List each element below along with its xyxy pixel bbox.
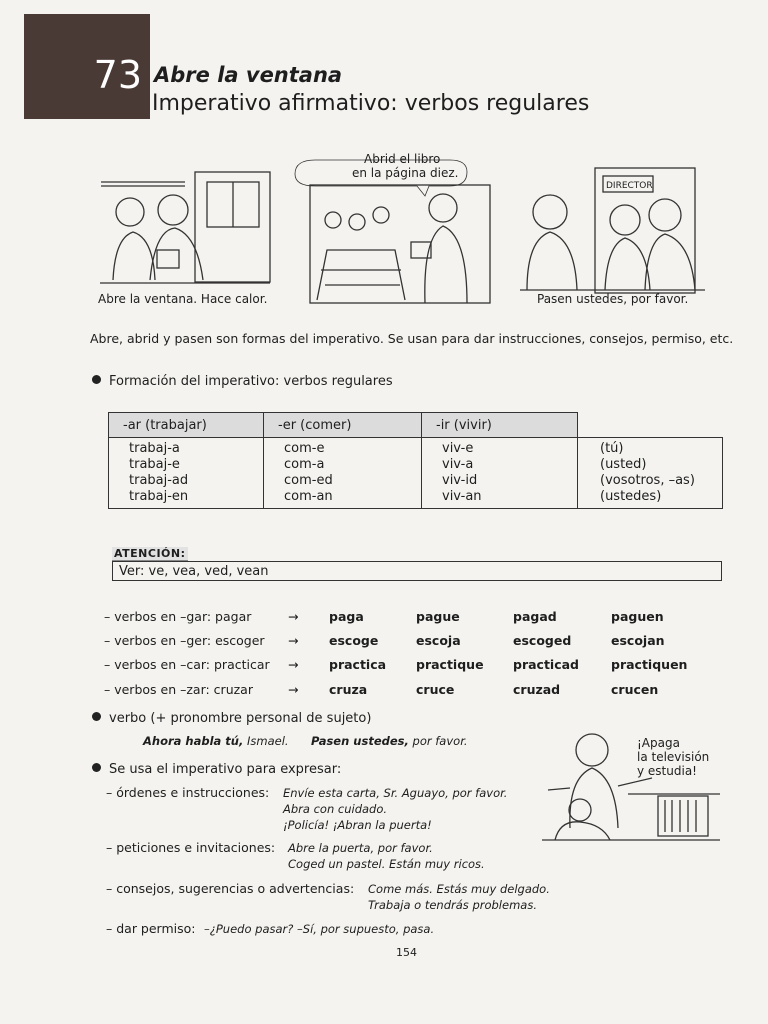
bullet-formation (92, 374, 393, 389)
bullet-dot (92, 375, 101, 384)
example-rest: por favor. (412, 734, 468, 748)
example-ordenes: ¡Policía! ¡Abran la puerta! (283, 818, 432, 832)
column-ir (422, 438, 578, 509)
form-vosotros: practicad (513, 657, 580, 672)
speech-line: y estudia! (637, 764, 697, 778)
caption-director: Pasen ustedes, por favor. (537, 292, 689, 306)
form-usted: cruce (416, 682, 455, 697)
header-ar: -ar (trabajar) (109, 413, 264, 438)
speech-line: Abrid el libro (364, 152, 441, 166)
form-usted: escoja (416, 633, 461, 648)
example-consejos: Come más. Estás muy delgado. (368, 882, 550, 896)
example-consejos: Trabaja o tendrás problemas. (368, 898, 537, 912)
illustration-director (520, 168, 705, 293)
form-cell: com-a (284, 457, 325, 472)
bullet-dot (92, 712, 101, 721)
bullet-uses (92, 762, 341, 777)
spelling-rule: – verbos en –gar: pagar (104, 609, 252, 624)
atencion-label: ATENCIÓN: (114, 547, 186, 560)
form-cell: viv-e (442, 441, 474, 456)
column-ar (109, 438, 264, 509)
form-cell: trabaj-ad (129, 473, 189, 488)
form-tu: cruza (329, 682, 368, 697)
conjugation-table (108, 412, 723, 509)
form-tu: escoge (329, 633, 379, 648)
bullet-text: Formación del imperativo: verbos regulares (109, 374, 393, 389)
arrow: → (288, 633, 299, 648)
unit-number: 73 (93, 53, 142, 97)
atencion-box: Ver: ve, vea, ved, vean (112, 561, 722, 581)
spelling-rule: – verbos en –car: practicar (104, 657, 270, 672)
example-ordenes: Abra con cuidado. (283, 802, 388, 816)
speech-line: en la página diez. (352, 166, 459, 180)
pronoun-cell: (tú) (600, 441, 624, 456)
form-ustedes: escojan (611, 633, 665, 648)
bullet-dot (92, 763, 101, 772)
form-usted: pague (416, 609, 460, 624)
speech-bubble-teacher (352, 152, 459, 180)
illustration-open-window (100, 172, 270, 283)
arrow: → (288, 609, 299, 624)
speech-bubble-tv (637, 736, 709, 778)
pronoun-cell: (vosotros, –as) (600, 473, 695, 488)
pronoun-cell: (usted) (600, 457, 647, 472)
spelling-rule: – verbos en –zar: cruzar (104, 682, 253, 697)
form-tu: paga (329, 609, 364, 624)
page-number: 154 (396, 946, 417, 959)
pronoun-cell: (ustedes) (600, 489, 662, 504)
header-empty (578, 413, 723, 438)
example-ordenes: Envíe esta carta, Sr. Aguayo, por favor. (283, 786, 508, 800)
example-rest: Ismael. (247, 734, 289, 748)
form-cell: trabaj-a (129, 441, 180, 456)
column-pronouns (578, 438, 723, 509)
unit-subtitle: Imperativo afirmativo: verbos regulares (152, 91, 590, 116)
pronoun-example-2 (311, 734, 468, 748)
spelling-row (104, 682, 704, 702)
form-cell: trabaj-e (129, 457, 180, 472)
door-sign: DIRECTOR (606, 181, 653, 191)
unit-title: Abre la ventana (154, 63, 343, 87)
bullet-text: verbo (+ pronombre personal de sujeto) (109, 711, 372, 726)
form-cell: com-ed (284, 473, 333, 488)
example-permiso: –¿Puedo pasar? –Sí, por supuesto, pasa. (204, 922, 435, 936)
pronoun-example-1 (143, 734, 289, 748)
intro-text: Abre, abrid y pasen son formas del imperativo. Se usan para dar instrucciones, consejos, permiso, etc. (90, 331, 734, 346)
header-ir: -ir (vivir) (422, 413, 578, 438)
speech-line: ¡Apaga (637, 736, 680, 750)
form-cell: viv-an (442, 489, 482, 504)
label-consejos: – consejos, sugerencias o advertencias: (106, 881, 355, 896)
form-tu: practica (329, 657, 387, 672)
form-cell: com-e (284, 441, 325, 456)
example-peticiones: Coged un pastel. Están muy ricos. (288, 857, 485, 871)
caption-open-window: Abre la ventana. Hace calor. (98, 292, 268, 306)
label-permiso: – dar permiso: (106, 921, 196, 936)
form-cell: viv-id (442, 473, 478, 488)
form-cell: com-an (284, 489, 333, 504)
form-cell: trabaj-en (129, 489, 189, 504)
form-usted: practique (416, 657, 484, 672)
example-bold: Pasen ustedes, (311, 734, 409, 748)
spelling-row (104, 657, 704, 677)
form-ustedes: crucen (611, 682, 659, 697)
arrow: → (288, 657, 299, 672)
arrow: → (288, 682, 299, 697)
speech-line: la televisión (637, 750, 710, 764)
form-ustedes: paguen (611, 609, 664, 624)
form-cell: viv-a (442, 457, 474, 472)
column-er (264, 438, 422, 509)
spelling-row (104, 633, 704, 653)
form-ustedes: practiquen (611, 657, 688, 672)
example-peticiones: Abre la puerta, por favor. (288, 841, 433, 855)
example-bold: Ahora habla tú, (143, 734, 244, 748)
spelling-row (104, 609, 704, 629)
illustration-teacher (295, 160, 490, 303)
form-vosotros: cruzad (513, 682, 561, 697)
header-er: -er (comer) (264, 413, 422, 438)
form-vosotros: pagad (513, 609, 557, 624)
spelling-rule: – verbos en –ger: escoger (104, 633, 265, 648)
bullet-pronoun (92, 711, 371, 726)
label-ordenes: – órdenes e instrucciones: (106, 785, 270, 800)
form-vosotros: escoged (513, 633, 572, 648)
label-peticiones: – peticiones e invitaciones: (106, 840, 276, 855)
bullet-text: Se usa el imperativo para expresar: (109, 762, 342, 777)
unit-number-box (24, 14, 150, 119)
